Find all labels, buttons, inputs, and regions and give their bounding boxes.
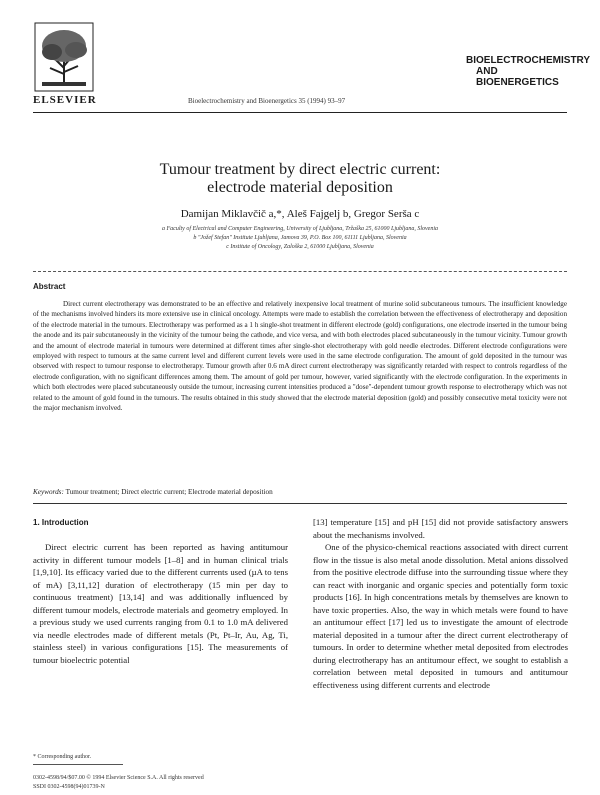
affiliation-b: b "Jožef Stefan" Institute Ljubljana, Jamova 39, P.O. Box 100, 61111 Ljubljana, Slovenia bbox=[193, 235, 407, 241]
keywords-line bbox=[33, 488, 567, 496]
abstract-text: Direct current electrotherapy was demonstrated to be an effective and relatively inexpensive local treatment of murine solid subcutaneous tumours. The insufficient knowledge of the mechanisms involved hinders its more extensive use in clinical oncology. Attempts were made to establish the correlation between the effectiveness of electrotherapy and deposition of the electrode material in the tumours. Electrotherapy was performed as a 1 h single-shot treatment in different electrode (gold) configurations, one electrode inserted in the tumour being the anode and its pair subcutaneously in the vicinity of the tumour being the cathode, and vice versa, and with both electrodes placed subcutaneously in the tumour vicinity. Tumour growth and the amount of electrode material in tumours were determined at different times after single-shot electrotherapy with gold needle electrodes. Different electrode configurations were employed with respect to tumours at the same current level and different current levels were used in the same electrode configuration. The amount of gold deposited in the tumour was observed with respect to tumour response to electrotherapy. Tumour growth after 0.6 mA direct current electrotherapy was significantly retarded with respect to controls regardless of the electrode configuration, with no significant differences among them. The amount of gold per tumour, however, varied significantly with the electrode configuration. In the experiments in which both electrodes were placed subcutaneously outside the tumour, increasing current intensities produced a "dose"-dependent tumour growth response to electrotherapy which was not related to the amount of gold found in the tumours. The results obtained in this study showed that the electrode material deposition (gold) and possibly consecutive metal toxicity were not the major mechanism involved. bbox=[33, 300, 567, 413]
article-title-line2: electrode material deposition bbox=[207, 179, 393, 196]
section-heading-introduction: 1. Introduction bbox=[33, 518, 89, 527]
footnote-rule bbox=[33, 764, 123, 765]
author-list: Damijan Miklavčič a,*, Aleš Fajgelj b, Gregor Serša c bbox=[180, 208, 420, 220]
right-column bbox=[313, 516, 568, 691]
corresponding-author-footnote: * Corresponding author. bbox=[33, 754, 92, 760]
intro-paragraph-1: Direct electric current has been reported as having antitumour activity in different tumour models [1–8] and in human clinical trials [1,9,10]. Its efficacy varied due to the different currents used (µA to tens of mA) [3,11,12] duration of electrotherapy (15 min per day to continuous treatment) [13,14] and was additionally influenced by different tumour models, electrode materials and geometry employed. In a previous study we used currents ranging from 0.1 to 1.0 mA delivered via needle electrodes made of different metals (Pt, Pt–Ir, Au, Ag, Ti, stainless steel) in various configurations [15]. The measurements of tumour bioelectric potential bbox=[33, 542, 288, 665]
journal-logo-line2: AND BIOENERGETICS bbox=[476, 66, 559, 88]
keywords-label: Keywords: bbox=[33, 488, 64, 496]
intro-paragraph-continued: [13] temperature [15] and pH [15] did not provide satisfactory answers about the mechanisms involved. bbox=[313, 517, 568, 540]
journal-logo bbox=[466, 55, 591, 88]
affiliation-c: c Institute of Oncology, Zaloška 2, 61000 Ljubljana, Slovenia bbox=[226, 244, 374, 250]
article-title-line1: Tumour treatment by direct electric current: bbox=[159, 161, 441, 178]
journal-logo-line1: BIOELECTROCHEMISTRY bbox=[466, 55, 591, 66]
header-rule bbox=[33, 112, 567, 113]
publisher-name: ELSEVIER bbox=[33, 94, 97, 106]
title-divider bbox=[33, 271, 567, 272]
intro-paragraph-2: One of the physico-chemical reactions associated with direct current flow in the tissue is also metal anode dissolution. Metal anions dissolved from the positive electrode diffuse into the surrounding tissue where they can react with inorganic and organic species and potentially form toxic products [16]. In high concentrations metals by themselves are known to have toxic properties. Also, the way in which metals were found to have an antitumour effect [17] led us to investigate the amount of electrode material deposited in a tumour after the direct current electrotherapy of tumours. In order to determine whether metal deposited from electrodes during electrotherapy has an antitumour effect, we sought to establish a correlation between metal deposited in tumours and antitumour effectiveness using different currents and electrode bbox=[313, 542, 568, 690]
copyright-line: 0302-4598/94/$07.00 © 1994 Elsevier Science S.A. All rights reserved bbox=[33, 775, 204, 781]
left-column bbox=[33, 541, 288, 666]
ssdi-line: SSDI 0302-4598(94)01739-N bbox=[33, 784, 105, 790]
abstract-rule bbox=[33, 503, 567, 504]
affiliation-a: a Faculty of Electrical and Computer Engineering, University of Ljubljana, Tržaška 25, 61000 Ljubljana, Slovenia bbox=[162, 226, 438, 232]
elsevier-tree-logo bbox=[34, 22, 94, 92]
keywords-text: Tumour treatment; Direct electric current; Electrode material deposition bbox=[65, 488, 273, 496]
abstract-heading: Abstract bbox=[33, 282, 66, 291]
journal-citation: Bioelectrochemistry and Bioenergetics 35 (1994) 93–97 bbox=[188, 97, 346, 105]
